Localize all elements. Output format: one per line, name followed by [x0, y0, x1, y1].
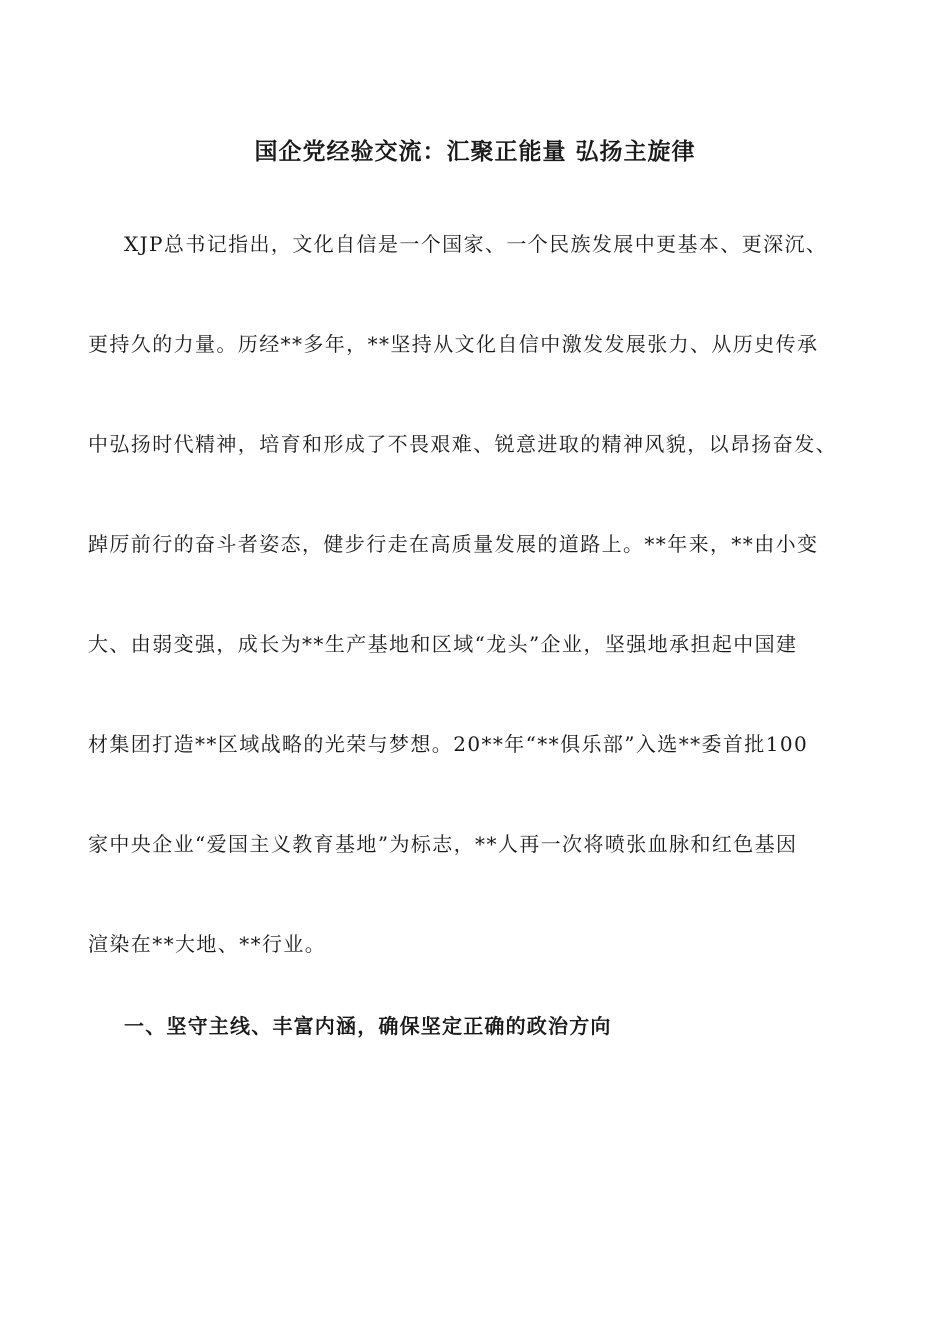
- document-title: 国企党经验交流：汇聚正能量 弘扬主旋律: [254, 138, 696, 165]
- paragraph-line: 大、由弱变强，成长为**生产基地和区域“龙头”企业，坚强地承担起中国建: [88, 632, 798, 656]
- paragraph-line: 渲染在**大地、**行业。: [88, 932, 327, 956]
- paragraph-line: 材集团打造**区域战略的光荣与梦想。20**年“**俱乐部”入选**委首批100: [88, 732, 809, 756]
- paragraph-line: 家中央企业“爱国主义教育基地”为标志，**人再一次将喷张血脉和红色基因: [88, 832, 798, 856]
- paragraph-line: 中弘扬时代精神，培育和形成了不畏艰难、锐意进取的精神风貌，以昂扬奋发、: [88, 432, 837, 456]
- paragraph-line: XJP总书记指出，文化自信是一个国家、一个民族发展中更基本、更深沉、: [124, 232, 828, 256]
- paragraph-line: 踔厉前行的奋斗者姿态，健步行走在高质量发展的道路上。**年来，**由小变: [88, 532, 819, 556]
- section-heading: 一、坚守主线、丰富内涵，确保坚定正确的政治方向: [124, 1014, 612, 1038]
- paragraph-line: 更持久的力量。历经**多年，**坚持从文化自信中激发发展张力、从历史传承: [88, 332, 819, 356]
